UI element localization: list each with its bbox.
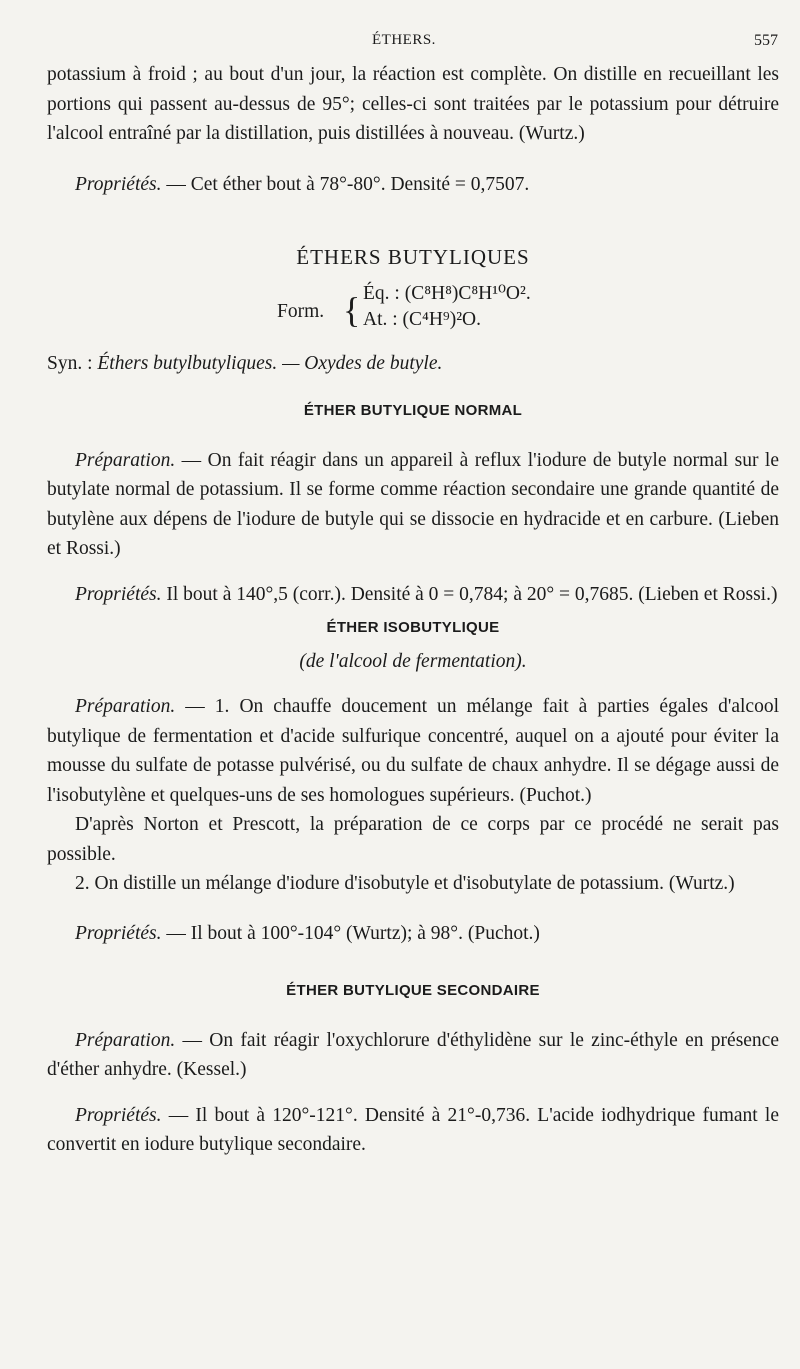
secondaire-properties bbox=[47, 1101, 779, 1160]
isobutylique-preparation-1 bbox=[47, 692, 779, 810]
heading-ether-isobutylique: ÉTHER ISOBUTYLIQUE bbox=[326, 619, 500, 636]
secondaire-preparation bbox=[47, 1026, 779, 1085]
properties-paragraph-1 bbox=[47, 170, 779, 200]
preparation-text: — On fait réagir l'oxychlorure d'éthylidène sur le zinc-éthyle en présence d'éther anhydre. (Kessel.) bbox=[47, 1029, 779, 1080]
isobutylique-subtitle: (de l'alcool de fermentation). bbox=[299, 650, 527, 672]
running-title: ÉTHERS. bbox=[372, 32, 436, 48]
synonyms-line bbox=[47, 349, 779, 379]
formula-eq: Éq. : (C⁸H⁸)C⁸H¹⁰O². bbox=[363, 282, 531, 304]
properties-lead: Propriétés. bbox=[75, 922, 162, 944]
formula-at: At. : (C⁴H⁹)²O. bbox=[363, 308, 482, 330]
synonyms-prefix: Syn. : bbox=[47, 352, 98, 374]
preparation-lead: Préparation. bbox=[75, 696, 176, 717]
formula-lines bbox=[363, 281, 531, 333]
normal-preparation bbox=[47, 446, 779, 564]
isobutylique-properties bbox=[47, 919, 779, 949]
properties-text: — Il bout à 120°-121°. Densité à 21°-0,736. L'acide iodhydrique fumant le convertit en iodure butylique secondaire. bbox=[47, 1104, 779, 1155]
preparation-lead: Préparation. bbox=[75, 449, 176, 471]
isobutylique-norton-note: D'après Norton et Prescott, la préparation de ce corps par ce procédé ne serait pas possible. bbox=[47, 814, 779, 865]
form-label: Form. bbox=[277, 300, 325, 322]
heading-ether-butylique-secondaire: ÉTHER BUTYLIQUE SECONDAIRE bbox=[286, 982, 540, 999]
preparation-text: — 1. On chauffe doucement un mélange fait à parties égales d'alcool butylique de fermentation et d'acide sulfurique concentré, auquel on a ajouté pour éviter la mousse du sulfate de potasse pulvérisé, ou du sulfate de chaux anhydre. Il se dégage aussi de l'isobutylène et quelques-uns de ses homologues supérieurs. (Puchot.) bbox=[47, 696, 779, 806]
properties-text: Il bout à 140°,5 (corr.). Densité à 0 = 0,784; à 20° = 0,7685. (Lieben et Rossi.) bbox=[161, 583, 778, 605]
synonyms-names: Éthers butylbutyliques. — Oxydes de butyle. bbox=[97, 352, 443, 374]
section-title-ethers-butyliques: ÉTHERS BUTYLIQUES bbox=[296, 245, 530, 269]
page-header bbox=[0, 30, 800, 54]
properties-lead: Propriétés. bbox=[75, 583, 162, 605]
brace-glyph: { bbox=[343, 289, 361, 330]
isobutylique-preparation-2: 2. On distille un mélange d'iodure d'isobutyle et d'isobutylate de potassium. (Wurtz.) bbox=[75, 873, 735, 894]
body-text bbox=[47, 60, 779, 1160]
properties-lead: Propriétés. bbox=[75, 1104, 162, 1126]
heading-ether-butylique-normal: ÉTHER BUTYLIQUE NORMAL bbox=[303, 402, 523, 419]
preparation-text: — On fait réagir dans un appareil à reflux l'iodure de butyle normal sur le butylate normal de potassium. Il se forme comme réaction secondaire une grande quantité de butylène aux dépens de l'iodure de butyle qui se dissocie en hydracide et en carbure. (Lieben et Rossi.) bbox=[47, 449, 779, 559]
properties-lead: Propriétés. bbox=[75, 173, 162, 195]
properties-text: — Il bout à 100°-104° (Wurtz); à 98°. (Puchot.) bbox=[161, 922, 540, 944]
wurtz-paragraph: potassium à froid ; au bout d'un jour, la réaction est complète. On distille en recueillant les portions qui passent au-dessus de 95°; celles-ci sont traitées par le potassium pour détruire l'alcool entraîné par la distillation, puis distillées à nouveau. (Wurtz.) bbox=[47, 64, 779, 144]
page-number: 557 bbox=[754, 32, 778, 49]
preparation-lead: Préparation. bbox=[75, 1029, 176, 1051]
formula-block bbox=[47, 281, 779, 341]
normal-properties bbox=[47, 580, 779, 610]
properties-text: — Cet éther bout à 78°-80°. Densité = 0,7507. bbox=[161, 173, 530, 195]
